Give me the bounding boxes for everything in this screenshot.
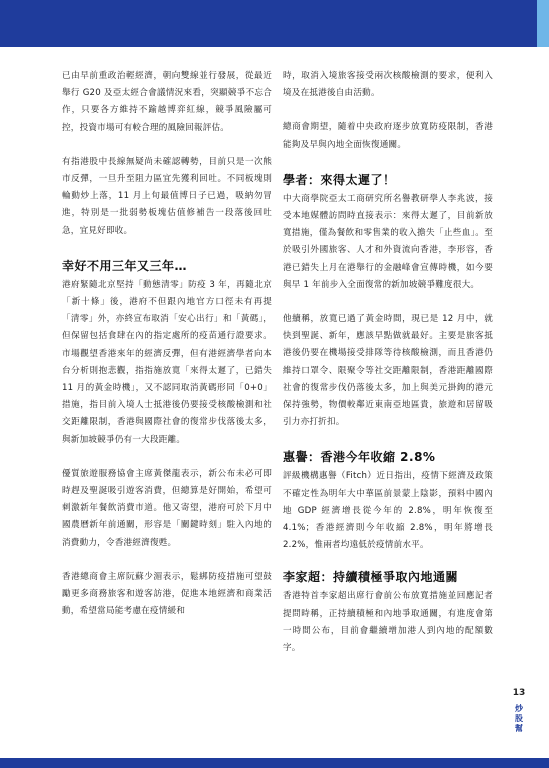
paragraph: 港府緊隨北京堅持「動態清零」防疫 3 年，再隨北京「新十條」後，港府不但跟內地官方口徑未有再提「清零」外，亦終宣布取消「安心出行」和「黃碼」，但保留包括食肆在內的指定處所的疫苗通行證要求。市場觀望香港來年的經濟反彈，但有港經濟學者向本台分析則抱悲觀，指指施放寬「來得太遲了，已錯失 11 月的黃金時機」，又不認同取消黃碼形同「0+0」措施，指目前入境人士抵港後仍要接受核酸檢測和社交距離限制，香港與國際社會的復常步伐落後太多，與新加坡競爭仍有一大段距離。 (62, 279, 272, 445)
header-bar (0, 0, 549, 47)
paragraph: 香港特首李家超出席行會前公布放寬措施並回應記者提問時稱，正持續積極和內地爭取通關，有進度會第一時間公布，目前會繼續增加港人到內地的配額數字。 (283, 591, 493, 654)
section-heading: 幸好不用三年又三年… (62, 258, 188, 273)
section-heading: 惠譽：香港今年收縮 2.8% (283, 450, 436, 465)
paragraph: 優質旅遊服務協會主席黃傑龍表示，新公布未必可即時趕及聖誕吸引遊客消費，但總算是好開始，希望可刺激新年餐飲消費市道。他又寄望，港府可於下月中國農曆新年前通關，形容是「關鍵時刻」駐入內地的消費動力，令香港經濟復甦。 (62, 468, 272, 548)
logo-char: 炒 (515, 704, 523, 713)
logo-char: 股 (515, 714, 523, 723)
paragraph: 中大商學院亞太工商研究所名譽教研學人李兆波，接受本地媒體訪問時直接表示：來得太遲了，目前新放寬措施，僅為餐飲和零售業的收入擔失「止些血」。至於吸引外國旅客、人才和外資流向香港，李形容，香港已錯失上月在港舉行的金融峰會宣傳時機，如今要與早 1 年前步入全面復常的新加坡競爭難度很大。 (283, 193, 493, 290)
page-number: 13 (512, 688, 526, 698)
publication-logo (507, 704, 531, 734)
left-column (62, 68, 272, 637)
paragraph: 已由早前重政治輕經濟，朝向雙線並行發展，從最近舉行 G20 及亞太經合會議情況來看，突顯競爭不忘合作，只要各方維持不踰越博弈紅線，競爭風險屬可控，投資市場可有較合理的風險回報評估。 (62, 71, 272, 133)
right-column (283, 68, 493, 674)
page-footer-side (507, 688, 531, 734)
paragraph: 時，取消入境旅客接受兩次核酸檢測的要求，便利入境及在抵港後自由活動。 (283, 71, 493, 99)
logo-char: 幫 (515, 724, 523, 733)
paragraph: 總商會期望，隨着中央政府逐步放寬防疫限制，香港能夠及早與內地全面恢復通關。 (283, 122, 493, 150)
footer-bar (0, 758, 549, 768)
header-accent (537, 0, 549, 47)
section-heading: 李家超：持續積極爭取內地通關 (283, 570, 459, 585)
paragraph: 他續稱，放寬已過了黃金時間，現已是 12 月中，就快到聖誕、新年，應該早點做就最好。主要是旅客抵港後仍要在機場接受排隊等待核酸檢測，而且香港仍維持口罩令、限聚令等社交距離限制，香港距離國際社會的復常步伐仍落後太多，加上與美元掛鉤的港元保持強勢，物價較鄰近東南亞地區貴，旅遊和居留吸引力亦打折扣。 (283, 314, 493, 428)
section-heading: 學者：來得太遲了！ (283, 172, 396, 187)
paragraph: 有指港股中長線無疑尚未確認轉勢，目前只是一次熊市反彈，一旦升至阻力區宜先獲利回吐。不同板塊則輪動炒上落，11 月上旬最值博日子已過，吸納勿冒進，特別是一批弱勢板塊估值修補告一段落後回吐急，宜見好即收。 (62, 156, 272, 236)
paragraph: 評級機構惠譽（Fitch）近日指出，疫情下經濟及政策不確定性為明年大中華區前景蒙上陰影，預料中國內地 GDP 經濟增長從今年的 2.8%，明年恢復至 4.1%；香港經濟則今年收縮 2.8%，明年將增長 2.2%，惟兩者均遠低於疫情前水平。 (283, 471, 493, 551)
paragraph: 香港總商會主席阮蘇少湄表示，鬆綁防疫措施可望鼓勵更多商務旅客和遊客訪港，促進本地經濟和商業活動，希望當局能考慮在疫情緩和 (62, 571, 272, 617)
